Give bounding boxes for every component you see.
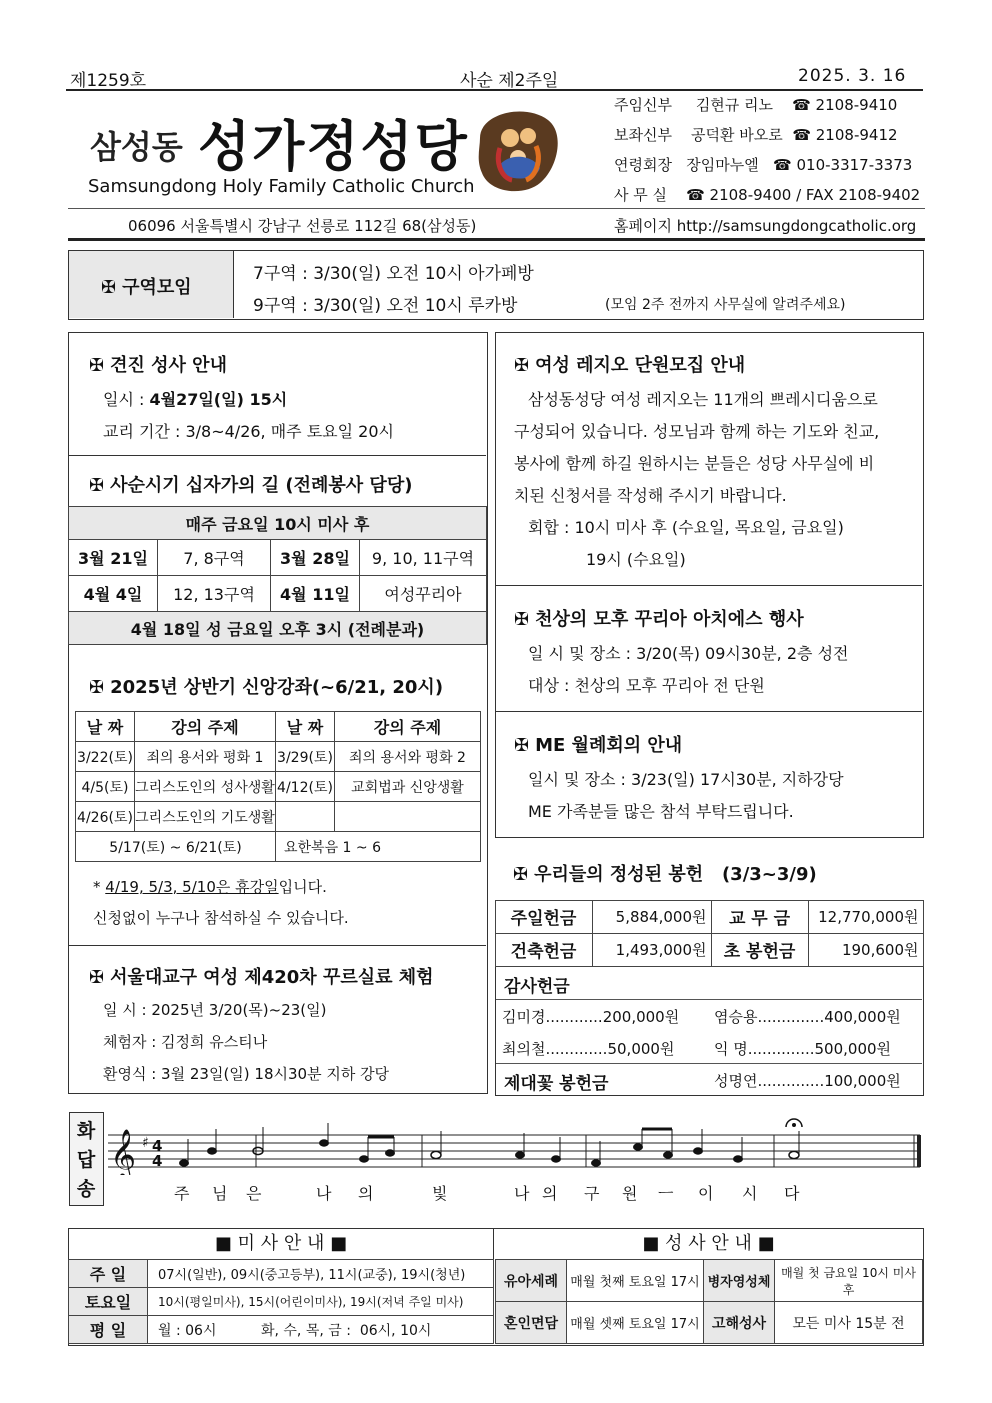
header-rule	[66, 89, 923, 91]
cross-icon: ✠	[514, 735, 530, 756]
thanks-row-2: 최의철.............50,000원 익 명..............500,000원	[502, 1040, 892, 1058]
bottom-info-box	[68, 1228, 924, 1346]
psalm-lyrics: 주 님 은 나 의 빛 나 의 구 원 ㅡ 이 시 다	[174, 1184, 800, 1203]
offering-period: (3/3~3/9)	[721, 864, 817, 885]
church-name-prefix: 삼성동	[90, 128, 183, 166]
district-note: (모임 2주 전까지 사무실에 알려주세요)	[605, 297, 846, 313]
church-name-en: Samsungdong Holy Family Catholic Church	[88, 176, 475, 197]
psalm-staff	[108, 1115, 924, 1175]
thanks-row-1: 김미경............200,000원 염승용..............400,000원	[502, 1008, 901, 1026]
stations-footer: 4월 18일 성 금요일 오후 3시 (전례분과)	[69, 612, 487, 645]
svg-text:4: 4	[152, 1152, 163, 1170]
issue-date: 2025. 3. 16	[798, 66, 907, 86]
contact-office: 사 무 실 ☎ 2108-9400 / FAX 2108-9402	[614, 186, 921, 204]
acies-title: 천상의 모후 꾸리아 아치에스 행사	[535, 609, 804, 630]
district-title-cell	[69, 251, 234, 318]
offering-box	[495, 900, 924, 1096]
church-name: 성가정성당	[198, 115, 469, 178]
stations-title: 사순시기 십자가의 길 (전례봉사 담당)	[110, 475, 413, 496]
cross-icon: ✠	[101, 277, 117, 298]
cross-icon: ✠	[514, 355, 530, 376]
contact-pastor: 주임신부 김현규 리노 ☎ 2108-9410	[614, 96, 898, 114]
mass-table: 주 일 07시(일반), 09시(중고등부), 11시(교중), 19시(청년) 토요일 10시(평일미사), 15시(어린이미사), 19시(저녁 주일 미사) 평 일 월 : 06시 화, 수, 목, 금 : 06시, 10시	[68, 1259, 494, 1344]
contact-funeral: 연령회장 장임마누엘 ☎ 010-3317-3373	[614, 156, 913, 174]
me-title: ME 월례회의 안내	[535, 735, 683, 756]
cross-icon: ✠	[513, 864, 529, 885]
holy-family-logo	[470, 108, 562, 194]
mass-title: ■ 미 사 안 내 ■	[69, 1229, 493, 1260]
confirmation-period: 교리 기간 : 3/8~4/26, 매주 토요일 20시	[103, 422, 394, 441]
psalm-label: 화답송	[76, 1120, 96, 1200]
church-homepage: 홈페이지 http://samsungdongcatholic.org	[614, 217, 917, 235]
cross-icon: ✠	[89, 355, 105, 376]
altar-flower-value: 성명연..............100,000원	[714, 1072, 901, 1090]
district-title: 구역모임	[122, 277, 192, 298]
cursillo-title: 서울대교구 여성 제420차 꾸르실료 체험	[110, 967, 434, 988]
cross-icon: ✠	[89, 967, 105, 988]
left-column: ✠ 견진 성사 안내 일시 : 4월27일(일) 15시 교리 기간 : 3/8~4/26, 매주 토요일 20시 ✠ 사순시기 십자가의 길 (전례봉사 담당) 매주 금요일 10시 미사 후 3월 21일 7, 8구역 3월 28일 9, 10, 11구역 4월 4일 12, 13구역 4월 11일 여성꾸리아 4월 18일 성 금요일 오후 3시 (전례분과) ✠ 2025년 상반기 신앙강좌(~6/21, 20시) 날 짜 강의 주제 날 짜 강의 주제 3/22(토) 죄의 용서와 평화 1 3/29(토) 죄의 용서와 평화 2 4/5(토) 그리스도인의 성사생활 4/12(토) 교회법과 신앙생활 4/26(토) 그리스도인의 기도생활 5/17(토) ~ 6/21(토) 요한복음 1 ~ 6 * 4/19, 5/3, 5/10은 휴강일입니다. 신청없이 누구나 참석하실 수 있습니다. ✠ 서울대교구 여성 제420차 꾸르실료 체험 일 시 : 2025년 3/20(목)~23(일) 체험자 : 김정희 유스티나 환영식 : 3월 23일(일) 18시30분 지하 강당	[68, 332, 488, 1094]
contact-assistant: 보좌신부 공덕환 바오로 ☎ 2108-9412	[614, 126, 898, 144]
right-column-box: ✠ 여성 레지오 단원모집 안내 삼성동성당 여성 레지오는 11개의 쁘레시디움으로 구성되어 있습니다. 성모님과 함께 하는 기도와 친교, 봉사에 함께 하길 원하시는 분들은 성당 사무실에 비 치된 신청서를 작성해 주시기 바랍니다. 회합 : 10시 미사 후 (수요일, 목요일, 금요일) 19시 (수요일) ✠ 천상의 모후 꾸리아 아치에스 행사 일 시 및 장소 : 3/20(목) 09시30분, 2층 성전 대상 : 천상의 모후 꾸리아 전 단원 ✠ ME 월례회의 안내 일시 및 장소 : 3/23(일) 17시30분, 지하강당 ME 가족분들 많은 참석 부탁드립니다.	[495, 332, 924, 838]
thanks-title: 감사헌금	[504, 977, 570, 997]
sacrament-table: 유아세례 매월 첫째 토요일 17시 병자영성체 매월 첫 금요일 10시 미사 후 혼인면담 매월 셋째 토요일 17시 고해성사 모든 미사 15분 전	[495, 1259, 923, 1344]
header-bottom-rule	[68, 238, 925, 241]
liturgical-season: 사순 제2주일	[460, 71, 559, 91]
lecture-title: 2025년 상반기 신앙강좌(~6/21, 20시)	[110, 677, 444, 698]
district-line-1: 7구역 : 3/30(일) 오전 10시 아가페방	[253, 264, 534, 284]
confirmation-title: 견진 성사 안내	[110, 355, 227, 376]
cross-icon: ✠	[89, 677, 105, 698]
lecture-open-note: 신청없이 누구나 참석하실 수 있습니다.	[93, 909, 349, 927]
stations-table: 매주 금요일 10시 미사 후 3월 21일 7, 8구역 3월 28일 9, 10, 11구역 4월 4일 12, 13구역 4월 11일 여성꾸리아 4월 18일 성 금요일 오후 3시 (전례분과)	[68, 506, 487, 645]
offering-title: 우리들의 정성된 봉헌	[534, 864, 704, 885]
contact-list	[614, 94, 924, 214]
lecture-holiday-note: * 4/19, 5/3, 5/10은 휴강일입니다.	[93, 878, 327, 896]
svg-text:4: 4	[152, 1137, 163, 1155]
stations-header: 매주 금요일 10시 미사 후	[69, 507, 487, 540]
issue-number: 제1259호	[70, 71, 147, 91]
cross-icon: ✠	[89, 475, 105, 496]
svg-text:𝄞: 𝄞	[110, 1129, 137, 1175]
district-meeting-box	[68, 250, 924, 320]
church-address: 06096 서울특별시 강남구 선릉로 112길 68(삼성동)	[128, 217, 477, 235]
offering-table: 주일헌금 5,884,000원 교 무 금 12,770,000원 건축헌금 1,493,000원 초 봉헌금 190,600원	[495, 900, 924, 967]
psalm-label-box	[69, 1112, 104, 1206]
sacrament-title: ■ 성 사 안 내 ■	[495, 1229, 922, 1260]
legio-title: 여성 레지오 단원모집 안내	[535, 355, 746, 376]
lecture-table: 날 짜 강의 주제 날 짜 강의 주제 3/22(토) 죄의 용서와 평화 1 3/29(토) 죄의 용서와 평화 2 4/5(토) 그리스도인의 성사생활 4/12(토) 교회법과 신앙생활 4/26(토) 그리스도인의 기도생활 5/17(토) ~ 6/21(토) 요한복음 1 ~ 6	[75, 711, 481, 862]
altar-flower-label: 제대꽃 봉헌금	[504, 1074, 609, 1094]
confirmation-date: 일시 : 4월27일(일) 15시	[103, 390, 288, 409]
district-line-2: 9구역 : 3/30(일) 오전 10시 루카방	[253, 296, 518, 316]
cross-icon: ✠	[514, 609, 530, 630]
svg-text:♯: ♯	[142, 1135, 149, 1151]
